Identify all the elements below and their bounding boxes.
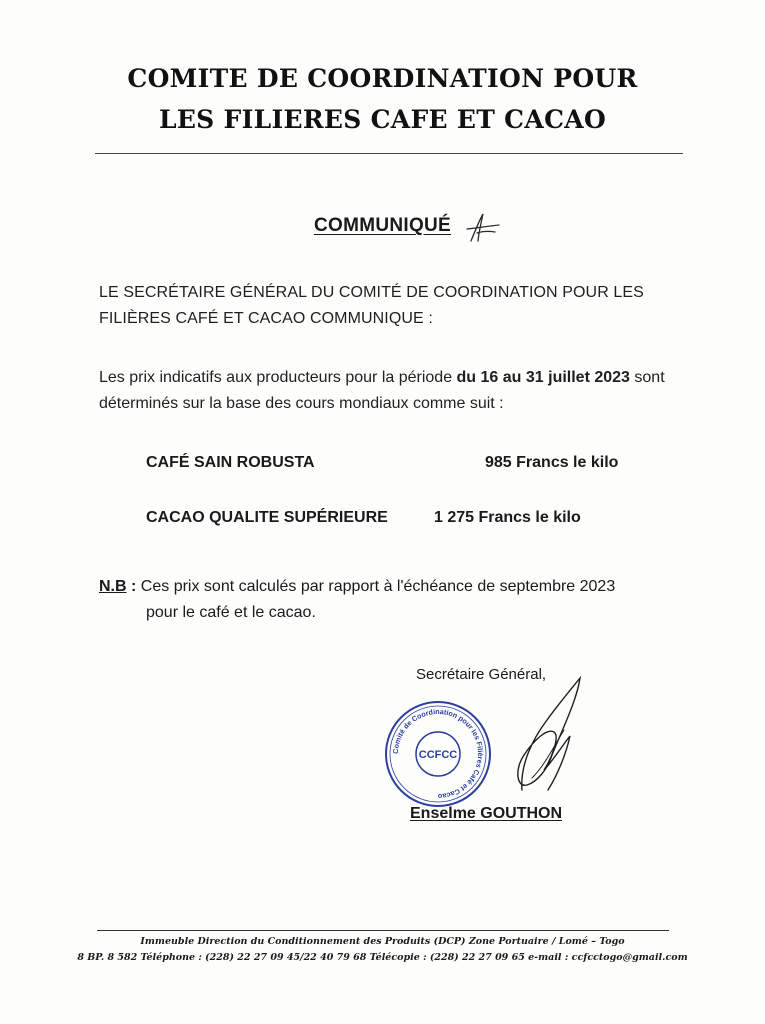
- stamp-center-text: CCFCC: [418, 749, 458, 761]
- intro-paragraph: [99, 280, 689, 332]
- handwritten-signature: [492, 670, 592, 810]
- intro-line-1: LE SECRÉTAIRE GÉNÉRAL DU COMITÉ DE COORDINATION POUR LES: [99, 284, 644, 301]
- header-line-2: LES FILIERES CAFE ET CACAO: [158, 105, 607, 134]
- intro-line-2: FILIÈRES CAFÉ ET CACAO COMMUNIQUE :: [99, 310, 433, 327]
- signatory-name: Enselme GOUTHON: [410, 805, 563, 822]
- cocoa-product: CACAO QUALITE SUPÉRIEURE: [146, 509, 388, 526]
- cocoa-price: 1 275 Francs le kilo: [434, 509, 581, 526]
- prices-text-1: Les prix indicatifs aux producteurs pour la période: [99, 369, 457, 386]
- footer-address: Immeuble Direction du Conditionnement des Produits (DCP) Zone Portuaire / Lomé – Togo: [140, 936, 625, 947]
- stamp-ring-text: Comité de Coordination pour les Filières Café et Cacao: [390, 706, 486, 802]
- header-line-1: COMITE DE COORDINATION POUR: [127, 64, 638, 93]
- title-text: COMMUNIQUÉ: [313, 215, 452, 236]
- prices-period: du 16 au 31 juillet 2023: [456, 369, 630, 386]
- coffee-price: 985 Francs le kilo: [485, 454, 619, 471]
- organization-header: [0, 58, 765, 140]
- note-text-2: pour le café et le cacao.: [146, 604, 316, 621]
- footer-divider: [97, 930, 669, 931]
- footer-contacts: 8 BP. 8 582 Téléphone : (228) 22 27 09 45/22 40 79 68 Télécopie : (228) 22 27 09 65 e-mail : ccfcctogo@gmail.com: [77, 952, 688, 963]
- footer: [0, 934, 765, 966]
- note-colon: :: [126, 578, 137, 595]
- note-text-1: Ces prix sont calculés par rapport à l'échéance de septembre 2023: [136, 578, 616, 595]
- official-stamp: [383, 699, 493, 809]
- note-paragraph: [99, 574, 699, 626]
- note-label: N.B: [99, 578, 127, 595]
- header-divider: [95, 153, 683, 154]
- document-title: [0, 215, 765, 237]
- prices-paragraph: [99, 365, 689, 417]
- coffee-product: CAFÉ SAIN ROBUSTA: [146, 454, 315, 471]
- prices-text-2: sont déterminés sur la base des cours mondiaux comme suit :: [99, 369, 665, 412]
- handwritten-check-icon: [463, 211, 503, 245]
- signatory-title: Secrétaire Général,: [416, 666, 547, 683]
